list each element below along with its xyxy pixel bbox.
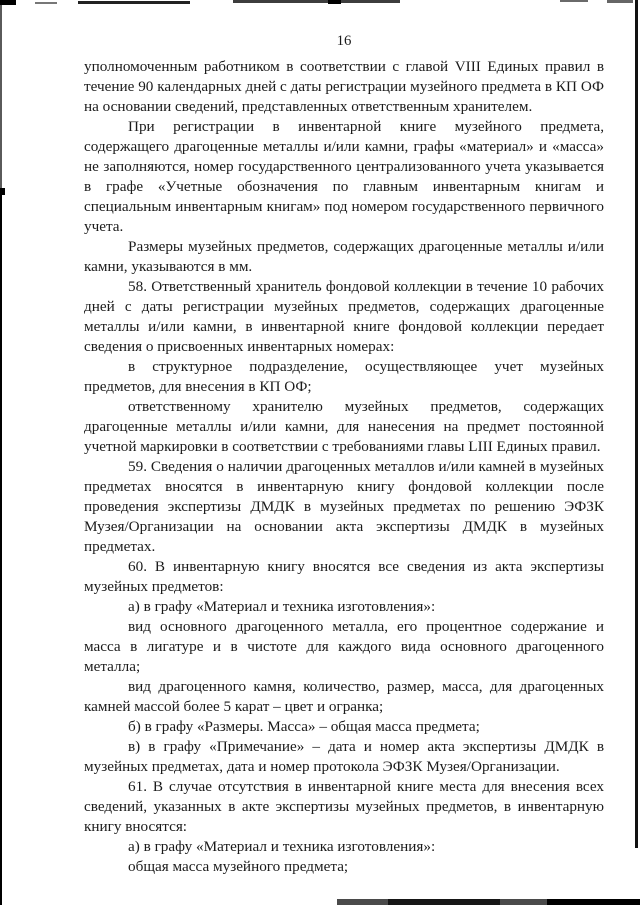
scan-edge-left-top — [0, 0, 2, 195]
scan-edge-top-segment — [607, 0, 633, 3]
page-number: 16 — [336, 33, 352, 49]
paragraph: 58. Ответственный хранитель фондовой коллекции в течение 10 рабочих дней с даты регистрации музейных предметов, содержащих драгоценные металлы и/или камни, в инвентарной книге фондовой коллекции передает сведения о присвоенных инвентарных номерах: — [84, 278, 604, 355]
paragraph: 61. В случае отсутствия в инвентарной книге места для внесения всех сведений, указанных в акте экспертизы музейных предметов, в инвентарную книгу вносятся: — [84, 778, 604, 835]
paragraph: б) в графу «Размеры. Масса» – общая масса предмета; — [128, 718, 480, 735]
paragraph: ответственному хранителю музейных предметов, содержащих драгоценные металлы и/или камни, для нанесения на предмет постоянной учетной маркировки в соответствии с требованиями главы LIII Единых правил. — [84, 398, 604, 455]
scan-edge-right — [635, 0, 638, 848]
paragraph: уполномоченным работником в соответствии с главой VIII Единых правил в течение 90 календарных дней с даты регистрации музейного предмета в КП ОФ на основании сведений, представленных ответственным хранителем. — [84, 58, 604, 115]
scan-edge-bottom-segment — [337, 899, 388, 905]
scan-edge-top-segment — [560, 0, 588, 2]
scan-edge-left-bottom — [0, 195, 2, 905]
paragraph: При регистрации в инвентарной книге музейного предмета, содержащего драгоценные металлы и/или камни, графы «материал» и «масса» не заполняются, номер государственного централизованного учета указывается в графе «Учетные обозначения по главным инвентарным книгам и специальным инвентарным книгам» под номером государственного первичного учета. — [84, 118, 604, 235]
paragraph: вид основного драгоценного металла, его процентное содержание и масса в лигатуре и в чистоте для каждого вида основного драгоценного металла; — [84, 618, 604, 675]
scan-edge-top-segment — [328, 0, 341, 4]
paragraph: а) в графу «Материал и техника изготовления»: — [128, 598, 436, 615]
scan-edge-top-segment — [78, 1, 190, 4]
scan-edge-bottom-segment — [500, 899, 547, 905]
scan-edge-top-segment — [0, 0, 16, 5]
paragraph: 60. В инвентарную книгу вносятся все сведения из акта экспертизы музейных предметов: — [84, 558, 604, 595]
paragraph: Размеры музейных предметов, содержащих драгоценные металлы и/или камни, указываются в мм. — [84, 238, 604, 275]
scan-edge-top-segment — [233, 0, 400, 3]
scan-edge-bottom-segment — [388, 899, 500, 905]
paragraph: 59. Сведения о наличии драгоценных металлов и/или камней в музейных предметах вносятся в инвентарную книгу фондовой коллекции после проведения экспертизы ДМДК в музейных предметах по решению ЭФЗК Музея/Организации на основании акта экспертизы ДМДК в музейных предметах. — [84, 458, 604, 555]
paragraph: общая масса музейного предмета; — [128, 858, 349, 875]
scan-edge-left-tick — [0, 188, 5, 195]
paragraph: вид драгоценного камня, количество, размер, масса, для драгоценных камней массой более 5 карат – цвет и огранка; — [84, 678, 604, 715]
scan-edge-bottom-segment — [547, 899, 640, 905]
scan-edge-top-segment — [35, 2, 57, 4]
paragraph: в) в графу «Примечание» – дата и номер акта экспертизы ДМДК в музейных предметах, дата и номер протокола ЭФЗК Музея/Организации. — [84, 738, 604, 775]
page-content — [84, 31, 604, 877]
paragraphs — [84, 57, 604, 877]
paragraph: в структурное подразделение, осуществляющее учет музейных предметов, для внесения в КП ОФ; — [84, 358, 604, 395]
paragraph: а) в графу «Материал и техника изготовления»: — [128, 838, 436, 855]
